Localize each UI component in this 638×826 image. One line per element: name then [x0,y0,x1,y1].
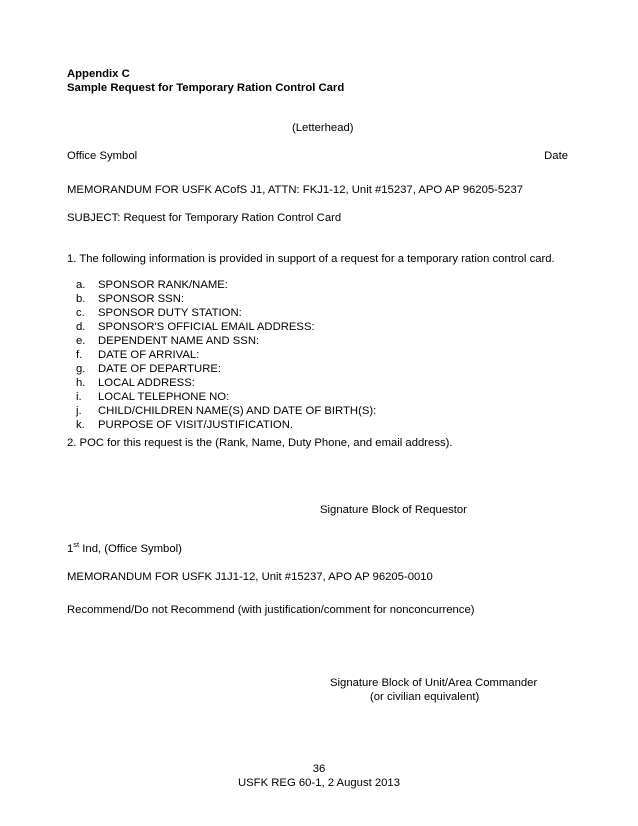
paragraph-1: 1. The following information is provided in support of a request for a temporary ration control card. [67,253,555,265]
list-letter: d. [76,321,86,333]
list-item: DATE OF DEPARTURE: [98,363,222,375]
subject-line: SUBJECT: Request for Temporary Ration Control Card [67,212,342,224]
list-letter: k. [76,419,85,431]
list-item: DEPENDENT NAME AND SSN: [98,335,260,347]
list-item: PURPOSE OF VISIT/JUSTIFICATION. [98,419,293,431]
list-letter: b. [76,293,86,305]
list-item: SPONSOR'S OFFICIAL EMAIL ADDRESS: [98,321,315,333]
list-letter: c. [76,307,85,319]
list-letter: i. [76,391,82,403]
list-letter: e. [76,335,86,347]
appendix-label: Appendix C [67,68,130,80]
indorsement-superscript: st [73,540,80,550]
signature-block-commander: Signature Block of Unit/Area Commander [330,677,538,689]
list-letter: f. [76,349,83,361]
recommend-line: Recommend/Do not Recommend (with justification/comment for nonconcurrence) [67,604,475,616]
list-item: DATE OF ARRIVAL: [98,349,200,361]
list-item: LOCAL ADDRESS: [98,377,195,389]
paragraph-2: 2. POC for this request is the (Rank, Name, Duty Phone, and email address). [67,437,453,449]
list-letter: g. [76,363,86,375]
indorsement-number: 1 [67,543,74,555]
letterhead-placeholder: (Letterhead) [292,122,354,134]
list-letter: h. [76,377,86,389]
list-item: SPONSOR RANK/NAME: [98,279,228,291]
office-symbol: Office Symbol [67,150,138,162]
footer-regulation: USFK REG 60-1, 2 August 2013 [237,777,400,789]
indorsement-line [67,542,182,556]
page-number: 36 [312,763,326,775]
list-letter: j. [76,405,82,417]
memorandum-line: MEMORANDUM FOR USFK ACofS J1, ATTN: FKJ1-12, Unit #15237, APO AP 96205-5237 [67,184,524,196]
signature-block-commander-sub: (or civilian equivalent) [370,691,480,703]
date-field: Date [544,150,568,162]
list-item: SPONSOR DUTY STATION: [98,307,242,319]
indorsement-text: Ind, (Office Symbol) [79,543,182,555]
list-item: CHILD/CHILDREN NAME(S) AND DATE OF BIRTH(S): [98,405,377,417]
memorandum-line-2: MEMORANDUM FOR USFK J1J1-12, Unit #15237, APO AP 96205-0010 [67,571,433,583]
signature-block-requestor: Signature Block of Requestor [320,504,467,516]
list-letter: a. [76,279,86,291]
list-item: LOCAL TELEPHONE NO: [98,391,230,403]
list-item: SPONSOR SSN: [98,293,185,305]
document-title: Sample Request for Temporary Ration Control Card [67,82,345,94]
